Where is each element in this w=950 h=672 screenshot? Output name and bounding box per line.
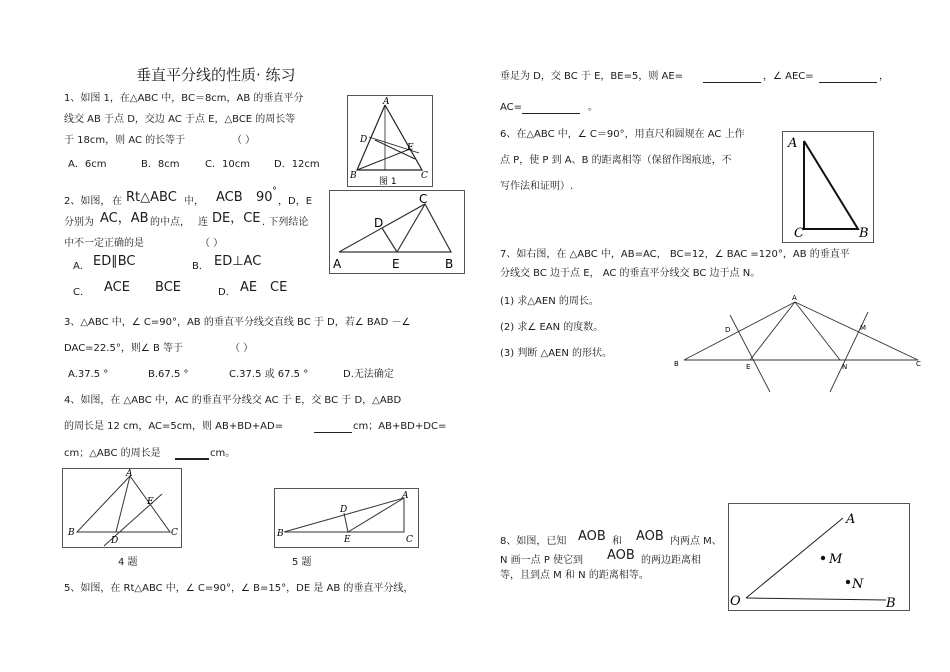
- fig2-label-b: B: [445, 257, 454, 271]
- fig2-label-d: D: [374, 216, 384, 230]
- q2-rt-abc: Rt△ABC: [126, 190, 177, 205]
- q8-line2-b: 的两边距离相: [641, 555, 701, 566]
- q2-line2-lian: 连: [198, 217, 208, 228]
- fig1-label-c: C: [421, 171, 428, 181]
- fig1-label-d: D: [360, 135, 368, 145]
- q2-line3: 中不一定正确的是: [64, 238, 144, 249]
- fig7-label-e: E: [746, 363, 751, 371]
- q2-option-b-label: B．: [192, 261, 209, 272]
- q2-ac-ab: AC，AB: [100, 211, 149, 226]
- q7-sub1: (1) 求△AEN 的周长。: [500, 296, 599, 307]
- fig2-label-e: E: [392, 257, 400, 271]
- fig5-label-d: D: [340, 505, 348, 515]
- q2-option-c-label: C．: [73, 287, 90, 298]
- q5-line1: 5、如图，在 Rt△ABC 中，∠ C=90°，∠ B=15°，DE 是 AB 的垂直平分线，: [64, 583, 414, 594]
- figure-1: [347, 95, 433, 187]
- q5-blank-ae[interactable]: [703, 70, 761, 83]
- fig4-label-c: C: [171, 528, 178, 538]
- figure-5: [274, 488, 419, 548]
- q8-line1-c: 内两点 M、: [670, 536, 722, 547]
- q6-line1: 6、在△ABC 中，∠ C＝90°，用直尺和圆规在 AC 上作: [500, 129, 745, 140]
- q4-line2: 的周长是 12 cm，AC=5cm，则 AB+BD+AD=: [64, 421, 284, 432]
- q8-line3: 等，且到点 M 和 N 的距离相等。: [500, 570, 649, 581]
- caption-5: 5 题: [292, 557, 312, 568]
- q4-line3: cm；△ABC 的周长是: [64, 448, 161, 459]
- q4-line2-b: cm；AB+BD+DC=: [353, 421, 447, 432]
- q3-line1: 3、△ABC 中，∠ C=90°，AB 的垂直平分线交直线 BC 于 D，若∠ BAD －∠: [64, 317, 411, 328]
- q5-cont-line1-b: ，∠ AEC=: [763, 71, 814, 82]
- figure-6: [782, 131, 874, 243]
- fig2-label-a: A: [333, 257, 342, 271]
- q2-option-a: ED∥BC: [93, 254, 136, 269]
- q5-cont-line2-b: 。: [588, 102, 598, 113]
- q5-cont-line2: AC=: [500, 102, 523, 113]
- q8-aob-2: AOB: [636, 529, 664, 544]
- fig7-label-m: M: [860, 324, 867, 332]
- q2-line2-c: . 下列结论: [262, 217, 309, 228]
- point-n: [846, 580, 850, 584]
- q2-line1-pre: 2、如图，: [64, 196, 111, 207]
- fig1-label-e: E: [407, 143, 414, 153]
- fig5-label-a: A: [402, 491, 409, 501]
- fig1-label-a: A: [383, 97, 390, 107]
- fig8-label-n: N: [852, 577, 864, 592]
- q3-option-a: A.37.5 °: [68, 369, 109, 380]
- q2-line2-a: 分别为: [64, 217, 94, 228]
- fig5-label-e: E: [344, 535, 351, 545]
- q4-line3-b: cm。: [210, 448, 236, 459]
- fig7-label-d: D: [725, 326, 731, 334]
- fig2-label-c: C: [419, 192, 428, 206]
- q7-line2: 分线交 BC 边于点 E， AC 的垂直平分线交 BC 边于点 N。: [500, 268, 761, 279]
- point-m: [821, 556, 825, 560]
- q1-line3: 于 18cm，则 AC 的长等于: [64, 135, 186, 146]
- q8-line1-b: 和: [612, 536, 622, 547]
- figure-4: [62, 468, 182, 548]
- q1-answer-paren: （ ）: [232, 135, 256, 146]
- q1-option-d: D．12cm: [274, 159, 320, 170]
- q4-line1: 4、如图，在 △ABC 中，AC 的垂直平分线交 AC 于 E，交 BC 于 D，△ABD: [64, 395, 402, 406]
- fig7-label-c: C: [916, 360, 921, 368]
- q8-aob-3: AOB: [607, 548, 635, 563]
- q2-ninety: 90: [256, 190, 273, 205]
- q3-option-c: C.37.5 或 67.5 °: [229, 369, 309, 380]
- fig4-label-e: E: [147, 497, 154, 507]
- q6-line3: 写作法和证明）.: [500, 181, 574, 192]
- q1-option-b: B．8cm: [141, 159, 180, 170]
- q8-line1-a: 8、如图，已知: [500, 536, 567, 547]
- q2-option-d-label: D．: [218, 287, 236, 298]
- fig1-label-b: B: [350, 171, 357, 181]
- fig5-label-c: C: [406, 535, 413, 545]
- fig6-label-a: A: [788, 136, 798, 151]
- q2-option-a-label: A．: [73, 261, 90, 272]
- q5-blank-aec[interactable]: [819, 70, 877, 83]
- q1-line2: 线交 AB 于点 D，交边 AC 于点 E，△BCE 的周长等: [64, 114, 296, 125]
- q2-option-c-1: ACE: [104, 280, 130, 295]
- q2-answer-paren: （ ）: [200, 238, 224, 249]
- q2-line1-tail: ，D，E: [278, 196, 313, 207]
- q5-blank-ac[interactable]: [522, 101, 580, 114]
- fig7-label-a: A: [792, 294, 797, 302]
- q2-line1-in: 在: [112, 196, 122, 207]
- q3-option-d: D.无法确定: [343, 369, 394, 380]
- q5-cont-line1: 垂足为 D，交 BC 于 E，BE=5，则 AE=: [500, 71, 684, 82]
- fig6-label-c: C: [794, 226, 804, 241]
- q5-cont-line1-c: ，: [879, 71, 889, 82]
- q8-aob-1: AOB: [578, 529, 606, 544]
- q2-option-d-1: AE: [240, 280, 258, 295]
- fig8-label-a: A: [846, 512, 856, 527]
- q7-sub2: (2) 求∠ EAN 的度数。: [500, 322, 604, 333]
- fig8-label-o: O: [730, 594, 741, 609]
- figure-8: [728, 503, 910, 611]
- q2-degree: °: [272, 186, 277, 197]
- q2-option-c-2: BCE: [155, 280, 181, 295]
- q4-blank-1[interactable]: [314, 420, 352, 433]
- caption-4: 4 题: [118, 557, 138, 568]
- q7-line1: 7、如右图，在 △ABC 中，AB=AC， BC=12，∠ BAC =120°，AB 的垂直平: [500, 249, 850, 260]
- q2-option-d-2: CE: [270, 280, 288, 295]
- q3-answer-paren: （ ）: [230, 343, 254, 354]
- q7-sub3: (3) 判断 △AEN 的形状。: [500, 348, 613, 359]
- q6-line2: 点 P，使 P 到 A、B 的距离相等（保留作图痕迹，不: [500, 155, 732, 166]
- q4-blank-3[interactable]: [175, 447, 209, 460]
- fig7-label-n: N: [842, 363, 848, 371]
- fig6-label-b: B: [859, 226, 869, 241]
- figure-7: [670, 290, 930, 395]
- fig1-caption: 图 1: [379, 177, 397, 187]
- fig8-label-m: M: [829, 552, 843, 567]
- fig7-label-b: B: [674, 360, 679, 368]
- q1-line1: 1、如图 1，在△ABC 中，BC＝8cm，AB 的垂直平分: [64, 93, 304, 104]
- fig4-label-d: D: [111, 536, 119, 546]
- figure-2: [329, 190, 465, 274]
- q2-acb: ACB: [216, 190, 243, 205]
- q2-line1-mid: 中，: [184, 196, 204, 207]
- fig8-label-b: B: [886, 596, 896, 611]
- page-title: 垂直平分线的性质· 练习: [136, 66, 296, 84]
- fig5-label-b: B: [277, 529, 284, 539]
- q2-option-b: ED⊥AC: [214, 254, 262, 269]
- q1-option-a: A．6cm: [68, 159, 107, 170]
- fig4-label-a: A: [126, 469, 133, 479]
- q8-line2-a: N 画一点 P 使它到: [500, 555, 584, 566]
- q2-line2-b: 的中点，: [150, 217, 190, 228]
- q3-option-b: B.67.5 °: [148, 369, 189, 380]
- q3-line2: DAC=22.5°，则∠ B 等于: [64, 343, 183, 354]
- q2-de-ce: DE，CE: [212, 211, 261, 226]
- q1-option-c: C．10cm: [205, 159, 250, 170]
- fig4-label-b: B: [68, 528, 75, 538]
